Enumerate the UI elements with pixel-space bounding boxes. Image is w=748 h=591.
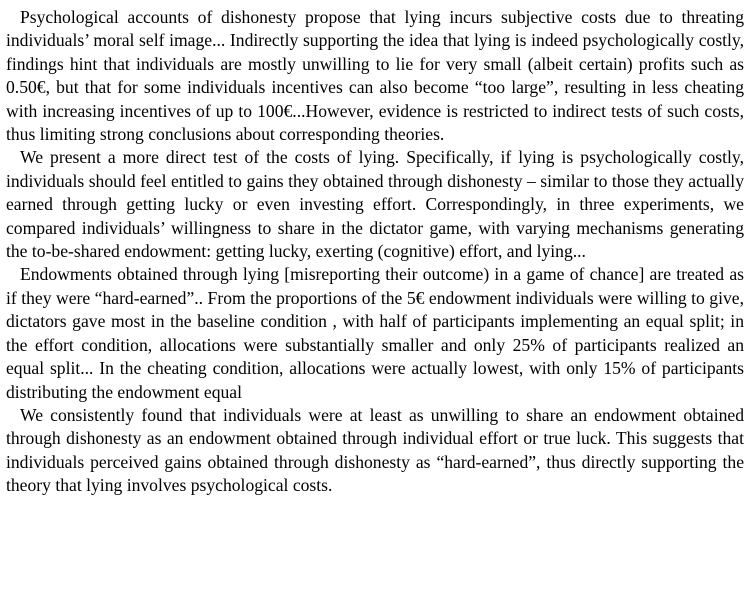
paragraph-4: We consistently found that individuals were at least as unwilling to share an endowment obtained through dishonesty as an endowment obtained through individual effort or true luck. This suggests that individuals perceived gains obtained through dishonesty as “hard-earned”, thus directly supporting the theory that lying involves psychological costs. (6, 404, 744, 496)
paragraph-2: We present a more direct test of the costs of lying. Specifically, if lying is psychologically costly, individuals should feel entitled to gains they obtained through dishonesty – similar to those they actually earned through getting lucky or even investing effort. Correspondingly, in three experiments, we compared individuals’ willingness to share in the dictator game, with varying mechanisms generating the to-be-shared endowment: getting lucky, exerting (cognitive) effort, and lying... (6, 147, 744, 262)
paragraph-1: Psychological accounts of dishonesty propose that lying incurs subjective costs due to threating individuals’ moral self image... Indirectly supporting the idea that lying is indeed psychologically costly, findings hint that individuals are mostly unwilling to lie for very small (albeit certain) profits such as 0.50€, but that for some individuals incentives can also become “too large”, resulting in less cheating with increasing incentives of up to 100€...However, evidence is restricted to indirect tests of such costs, thus limiting strong conclusions about corresponding theories. (6, 7, 744, 145)
paragraph-3: Endowments obtained through lying [misreporting their outcome) in a game of chance] are treated as if they were “hard-earned”.. From the proportions of the 5€ endowment individuals were willing to give, dictators gave most in the baseline condition , with half of participants implementing an equal split; in the effort condition, allocations were substantially smaller and only 25% of participants realized an equal split... In the cheating condition, allocations were actually lowest, with only 15% of participants distributing the endowment equal (6, 264, 744, 402)
